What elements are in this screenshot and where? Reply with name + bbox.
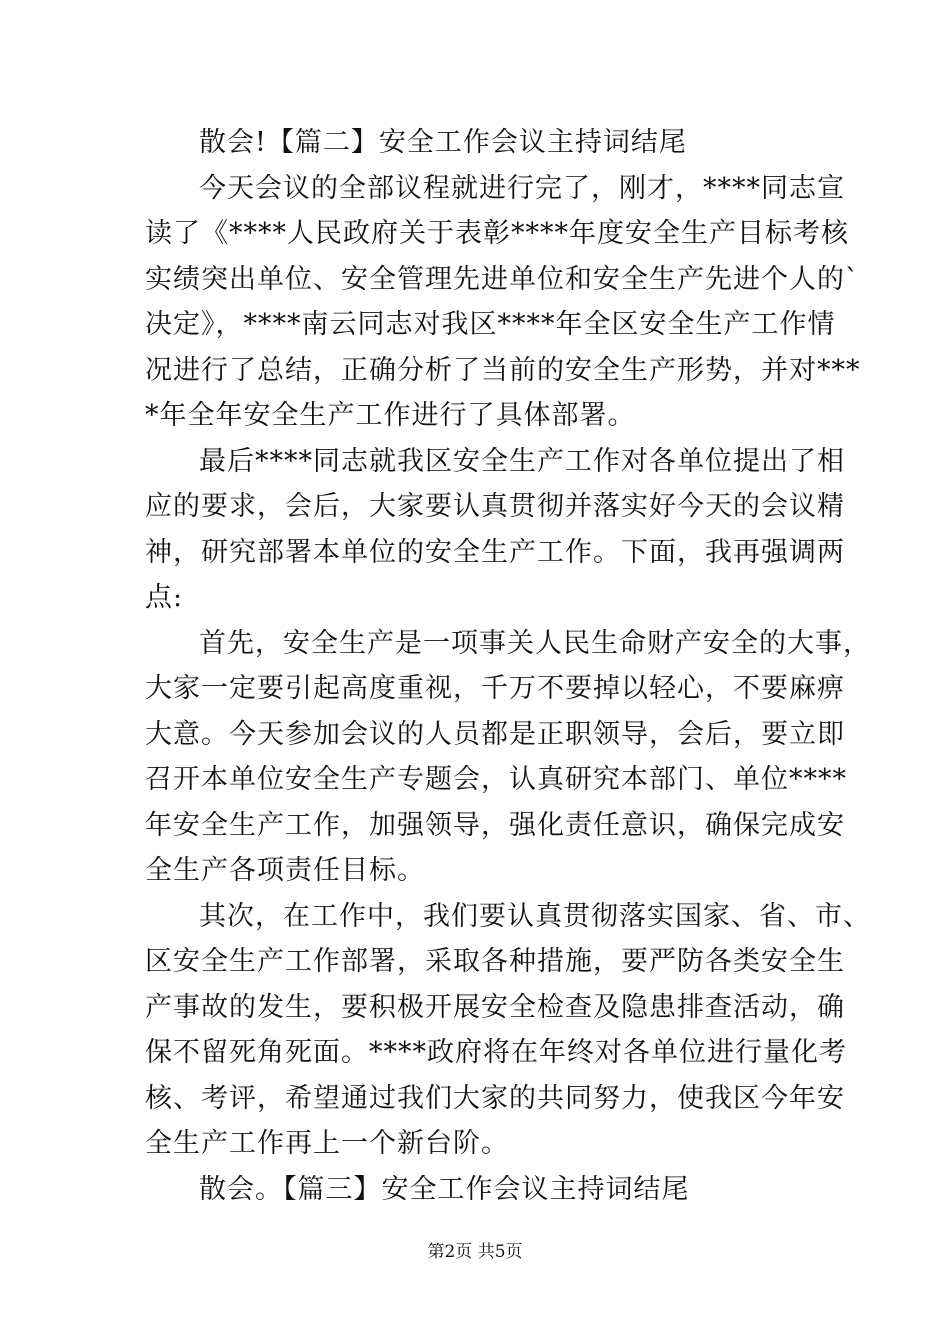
- text-line: 产事故的发生，要积极开展安全检查及隐患排查活动，确: [145, 991, 845, 1023]
- text-line: 神，研究部署本单位的安全生产工作。下面，我再强调两: [145, 536, 845, 568]
- text-line: 况进行了总结，正确分析了当前的安全生产形势，并对***: [145, 354, 861, 386]
- text-line: 大意。今天参加会议的人员都是正职领导，会后，要立即: [145, 718, 845, 750]
- text-line: 读了《****人民政府关于表彰****年度安全生产目标考核: [145, 218, 849, 249]
- text-line: 最后****同志就我区安全生产工作对各单位提出了相: [199, 445, 845, 477]
- text-line: 保不留死角死面。****政府将在年终对各单位进行量化考: [145, 1037, 847, 1068]
- text-line: 全生产工作再上一个新台阶。: [145, 1128, 509, 1159]
- text-line: 实绩突出单位、安全管理先进单位和安全生产先进个人的`: [145, 263, 860, 295]
- document-body: [145, 120, 871, 1212]
- text-line: 点:: [145, 582, 184, 613]
- text-line: 召开本单位安全生产专题会，认真研究本部门、单位****: [145, 764, 847, 795]
- text-line: 散会。【篇三】安全工作会议主持词结尾: [199, 1173, 690, 1205]
- text-line: 核、考评，希望通过我们大家的共同努力，使我区今年安: [145, 1082, 845, 1114]
- page-footer: 第2页 共5页: [427, 1242, 523, 1262]
- text-line: 今天会议的全部议程就进行完了，刚才，****同志宣: [199, 172, 845, 204]
- text-line: 大家一定要引起高度重视，千万不要掉以轻心，不要麻痹: [145, 673, 845, 704]
- text-line: 年安全生产工作，加强领导，强化责任意识，确保完成安: [145, 809, 845, 841]
- text-line: 其次，在工作中，我们要认真贯彻落实国家、省、市、: [199, 900, 871, 932]
- text-line: 全生产各项责任目标。: [145, 855, 425, 886]
- text-line: 首先，安全生产是一项事关人民生命财产安全的大事，: [199, 627, 871, 659]
- text-line: 应的要求，会后，大家要认真贯彻并落实好今天的会议精: [145, 491, 845, 522]
- text-line: 散会!【篇二】安全工作会议主持词结尾: [199, 127, 687, 158]
- text-line: 决定》，****南云同志对我区****年全区安全生产工作情: [145, 309, 836, 340]
- text-line: *年全年安全生产工作进行了具体部署。: [145, 400, 636, 431]
- text-line: 区安全生产工作部署，采取各种措施，要严防各类安全生: [145, 946, 845, 977]
